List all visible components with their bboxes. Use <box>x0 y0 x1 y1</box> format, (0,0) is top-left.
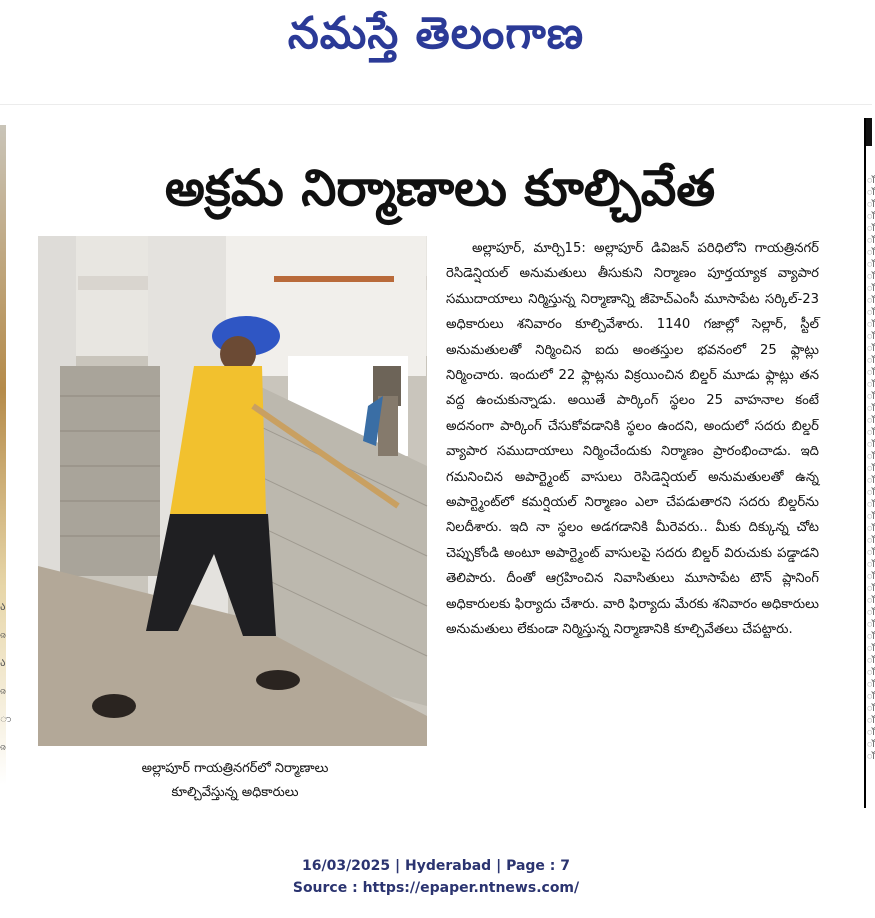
left-fragment-mark: ა <box>0 656 6 669</box>
left-fragment-mark: ၷ <box>0 684 7 697</box>
article-photo <box>38 236 427 746</box>
photo-caption-line: అల్లాపూర్ గాయత్రినగర్‌లో నిర్మాణాలు <box>141 761 329 776</box>
left-fragment-mark: ာ <box>0 712 12 725</box>
top-divider <box>0 104 872 105</box>
left-fragment-mark: ა <box>0 600 6 613</box>
right-column-rule <box>864 118 866 808</box>
article-headline: అక్రమ నిర్మాణాలు కూల్చివేత <box>164 159 716 217</box>
article-body: అల్లాపూర్, మార్చి15: అల్లాపూర్ డివిజన్ పరిధిలోని గాయత్రినగర్ రెసిడెన్షియల్ అనుమతులు తీసుకుని నిర్మాణం పూర్తయ్యాక వ్యాపార సముదాయాలు నిర్మిస్తున్న నిర్మాణాన్ని జీహెచ్ఎంసీ మూసాపేట సర్కిల్-23 అధికారులు శనివారం కూల్చివేశారు. 1140 గజాల్లో సెల్లార్, స్టీల్ అనుమతులతో నిర్మించిన ఐదు అంతస్తుల భవనంలో 25 ఫ్లాట్లు నిర్మించారు. ఇందులో 22 ఫ్లాట్లను విక్రయించిన బిల్డర్ మూడు ఫ్లాట్లు తన వద్ద ఉంచుకున్నాడు. అయితే పార్కింగ్ స్థలం 25 వాహనాల కంటే అదనంగా పార్కింగ్ చేసుకోవడానికి స్థలం ఉందని, అందులో సదరు బిల్డర్ వ్యాపార సముదాయాలు నిర్మించేందుకు నిర్మాణం ప్రారంభించాడు. ఇది గమనించిన అపార్ట్మెంట్ వాసులు రెసిడెన్షియల్ అనుమతులతో ఉన్న అపార్ట్మెంట్‌లో కమర్షియల్ నిర్మాణం ఎలా చేపడుతారని సదరు బిల్డర్‌ను నిలదీశారు. ఇది నా స్థలం అడగడానికి మీరెవరు.. మీకు దిక్కున్న చోట చెప్పుకోండి అంటూ అపార్ట్మెంట్ వాసులపై సదరు బిల్డర్ విరుచుకు పడ్డాడని తెలిపారు. దీంతో ఆగ్రహించిన నివాసితులు మూసాపేట టౌన్ ప్లానింగ్ అధికారులకు ఫిర్యాదు చేశారు. వారి ఫిర్యాదు మేరకు శనివారం అధికారులు అనుమతులు లేకుండా నిర్మిస్తున్న నిర్మాణానికి కూల్చివేతలు చేపట్టారు. <box>446 241 819 638</box>
photo-caption <box>70 757 400 805</box>
right-fragment-mark: ॉ ॉ ॉ ॉ ॉ ॉ ॉ ॉ ॉ ॉ ॉ ॉ ॉ ॉ ॉ ॉ ॉ ॉ ॉ ॉ ॉ ॉ ॉ ॉ ॉ ॉ ॉ ॉ ॉ ॉ ॉ ॉ ॉ ॉ ॉ ॉ ॉ ॉ ॉ ॉ ॉ ॉ ॉ ॉ ॉ ॉ ॉ ॉ ॉ <box>867 176 875 762</box>
right-column-block <box>866 118 872 146</box>
footer-date-line: 16/03/2025 | Hyderabad | Page : 7 <box>301 858 571 874</box>
left-fragment-mark: ၷ <box>0 740 7 753</box>
demolition-photo-illustration <box>38 236 427 746</box>
footer-source-line: Source : https://epaper.ntnews.com/ <box>292 880 580 896</box>
photo-caption-line: కూల్చివేస్తున్న అధికారులు <box>171 785 299 800</box>
masthead-title: నమస్తే తెలంగాణ <box>287 8 585 59</box>
left-fragment-mark: ၷ <box>0 628 7 641</box>
masthead <box>0 0 872 78</box>
